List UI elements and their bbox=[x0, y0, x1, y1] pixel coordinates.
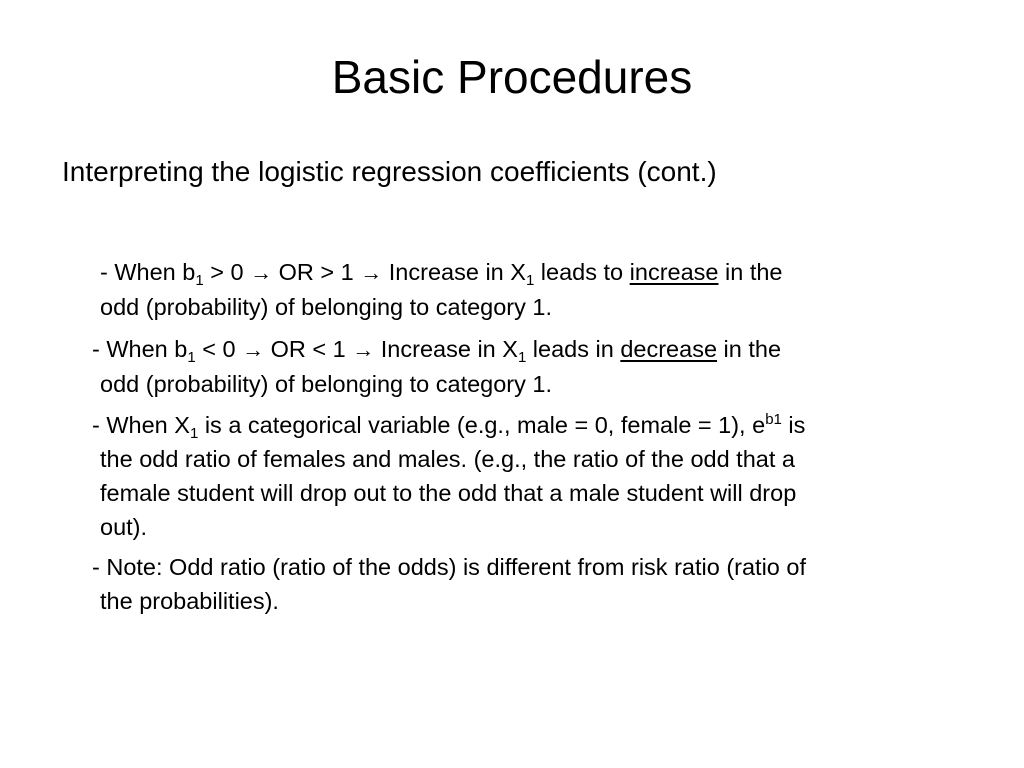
right-arrow-icon: → bbox=[250, 260, 273, 285]
right-arrow-icon: → bbox=[242, 337, 265, 362]
bullet4-line2: the probabilities). bbox=[100, 588, 279, 614]
slide-subtitle: Interpreting the logistic regression coefficients (cont.) bbox=[62, 156, 717, 187]
bullet-positive-coefficient bbox=[100, 255, 783, 324]
right-arrow-icon: → bbox=[360, 260, 383, 285]
bold-right-arrow-icon: → bbox=[352, 337, 375, 362]
bullet-negative-coefficient bbox=[92, 332, 781, 401]
bullet2-line2: odd (probability) of belonging to category 1. bbox=[100, 371, 553, 397]
bullet-categorical-variable bbox=[92, 408, 805, 544]
bullet1-line1: - When $b_1 > 0$ → OR > 1 → Increase in $X_1$ leads to increase in the bbox=[100, 259, 783, 289]
bullet1-line2: odd (probability) of belonging to category 1. bbox=[100, 294, 553, 320]
bullet3-line2: the odd ratio of females and males. (e.g., the ratio of the odd that a bbox=[100, 446, 795, 472]
emphasis-decrease: decrease bbox=[620, 336, 718, 362]
bullet3-line3: female student will drop out to the odd that a male student will drop bbox=[100, 480, 797, 506]
bullet-note bbox=[92, 550, 806, 618]
bullet3-line1: - When $X_1$ is a categorical variable (e.g., male = 0, female = 1), $e^{b1}$ is bbox=[92, 411, 806, 442]
bullet4-line1: - Note: Odd ratio (ratio of the odds) is different from risk ratio (ratio of bbox=[92, 554, 806, 580]
slide-title: Basic Procedures bbox=[331, 51, 693, 103]
bullet3-line4: out). bbox=[100, 514, 148, 540]
emphasis-increase: increase bbox=[629, 259, 719, 285]
bullet2-line1: - When $b_1 < 0$ → OR < 1 → Increase in $X_1$ leads in decrease in the bbox=[92, 336, 782, 366]
